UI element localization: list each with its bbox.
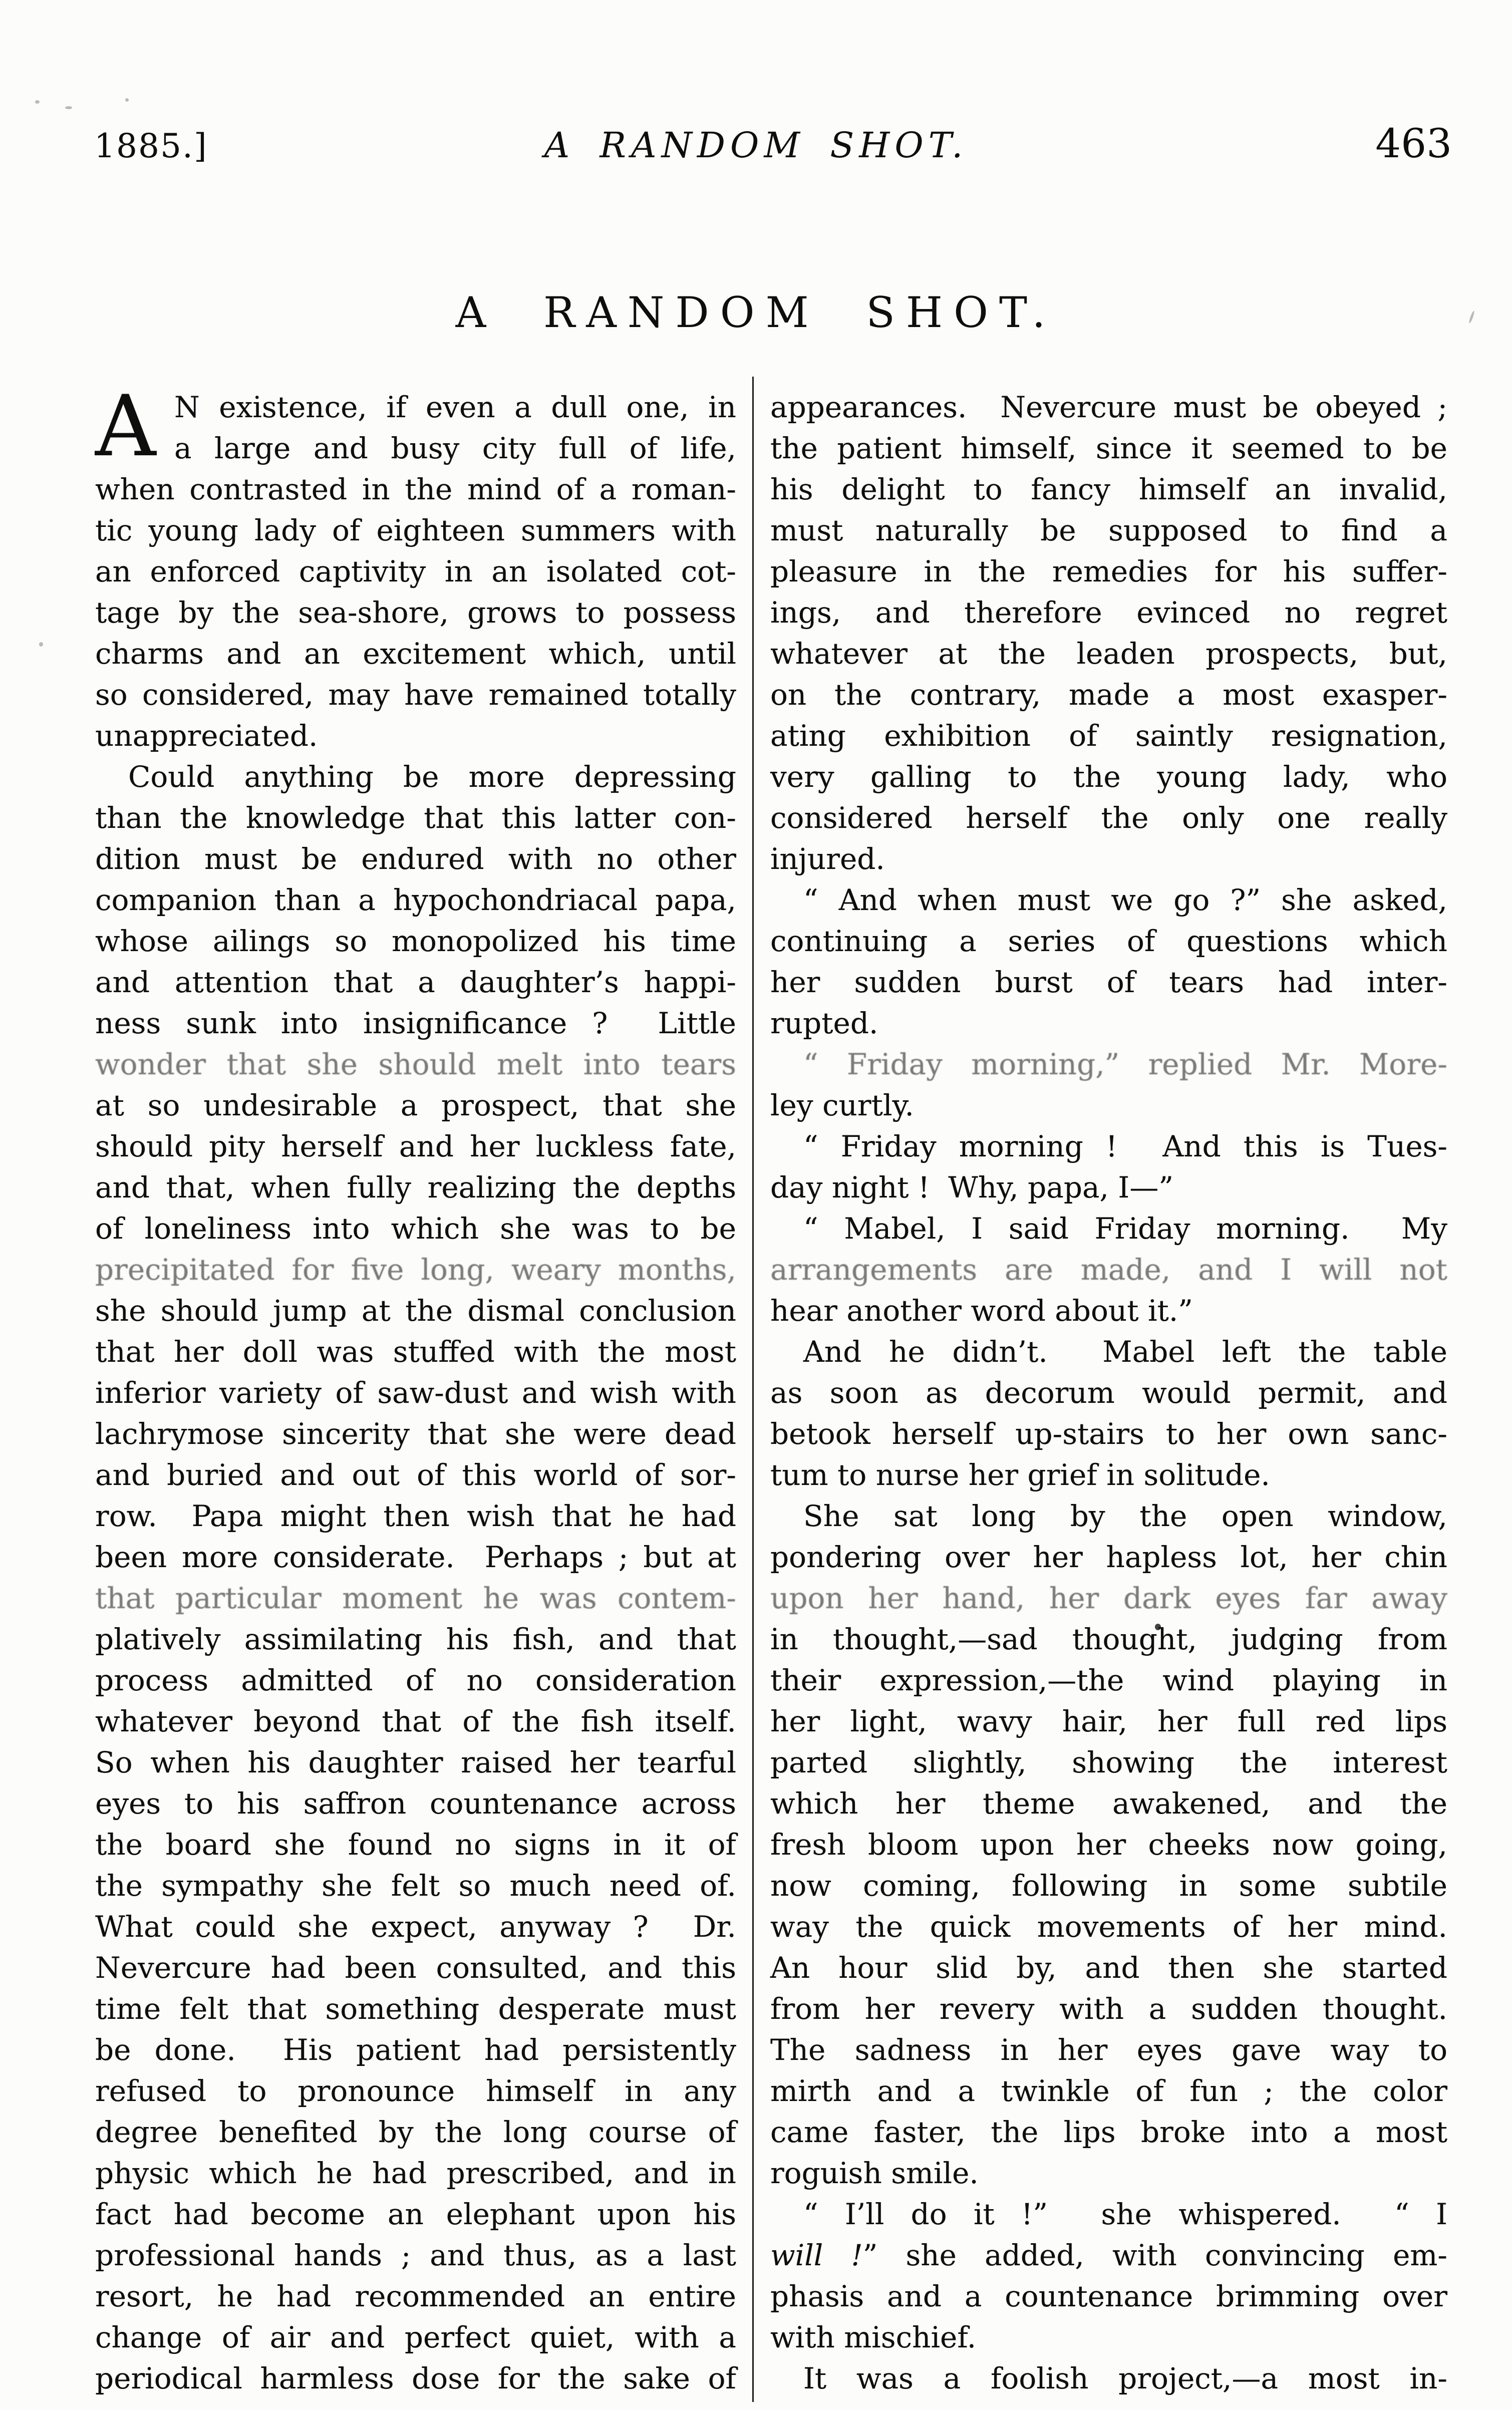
text-line: that her doll was stuffed with the most (95, 1335, 736, 1369)
header-running-title: A RANDOM SHOT. (544, 125, 968, 166)
text-line: way the quick movements of her mind. (770, 1910, 1447, 1944)
text-line: pleasure in the remedies for his suffer- (770, 554, 1447, 588)
text-line: as soon as decorum would permit, and (770, 1376, 1447, 1410)
column-left (95, 377, 736, 2399)
text-line: ating exhibition of saintly resignation, (770, 719, 1447, 753)
text-line: “ I’ll do it !” she whispered. “ I (803, 2197, 1447, 2231)
text-line: fact had become an elephant upon his (95, 2197, 736, 2231)
text-line: parted slightly, showing the interest (770, 1745, 1447, 1779)
text-line: she should jump at the dismal conclusion (95, 1294, 736, 1328)
text-line: time felt that something desperate must (95, 1992, 736, 2026)
text-line: which her theme awakened, and the (770, 1786, 1447, 1821)
column-right (770, 387, 1447, 2399)
text-line: his delight to fancy himself an invalid, (770, 472, 1447, 506)
text-line: their expression,—the wind playing in (770, 1663, 1447, 1697)
text-line: very galling to the young lady, who (770, 760, 1447, 794)
scan-speck (35, 100, 40, 104)
text-line: when contrasted in the mind of a roman- (95, 472, 736, 506)
text-line: resort, he had recommended an entire (95, 2279, 736, 2313)
text-line: ness sunk into insignificance ? Little (95, 1006, 736, 1040)
scan-speck (125, 98, 129, 102)
text-line: at so undesirable a prospect, that she (95, 1088, 736, 1122)
text-line: phasis and a countenance brimming over (770, 2279, 1447, 2313)
text-line: What could she expect, anyway ? Dr. (95, 1910, 736, 1944)
text-line: “ And when must we go ?” she asked, (803, 883, 1447, 917)
text-line: injured. (770, 842, 885, 876)
text-line: that particular moment he was contem- (95, 1581, 736, 1615)
text-line: Could anything be more depressing (128, 760, 736, 794)
text-line: unappreciated. (95, 719, 318, 753)
scan-speck (39, 642, 43, 647)
text-line: a large and busy city full of life, (174, 431, 736, 465)
text-line: It was a foolish project,—a most in- (803, 2361, 1447, 2395)
text-line: considered herself the only one really (770, 801, 1447, 835)
text-line: “ Friday morning ! And this is Tues- (803, 1129, 1447, 1163)
article-title: A RANDOM SHOT. (455, 288, 1057, 337)
text-line: appearances. Nevercure must be obeyed ; (770, 390, 1447, 424)
column-divider (752, 377, 754, 2402)
text-line: row. Papa might then wish that he had (95, 1499, 736, 1533)
text-line: And he didn’t. Mabel left the table (803, 1335, 1447, 1369)
text-line: process admitted of no consideration (95, 1663, 736, 1697)
text-line: tic young lady of eighteen summers with (95, 513, 736, 547)
text-line: roguish smile. (770, 2156, 979, 2190)
text-line: hear another word about it.” (770, 1294, 1193, 1328)
text-line: than the knowledge that this latter con- (95, 801, 736, 835)
text-line: So when his daughter raised her tearful (95, 1745, 736, 1779)
header-year: 1885.] (94, 127, 208, 165)
text-line: be done. His patient had persistently (95, 2033, 736, 2067)
text-line: fresh bloom upon her cheeks now going, (770, 1828, 1447, 1862)
text-line: whose ailings so monopolized his time (95, 924, 736, 958)
text-line: charms and an excitement which, until (95, 637, 736, 671)
text-line: the board she found no signs in it of (95, 1828, 736, 1862)
text-line: betook herself up-stairs to her own sanc- (770, 1417, 1447, 1451)
text-line: ings, and therefore evinced no regret (770, 595, 1447, 630)
text-line: and that, when fully realizing the depths (95, 1170, 736, 1204)
text-line: day night ! Why, papa, I—” (770, 1170, 1173, 1204)
text-line: with mischief. (770, 2320, 977, 2354)
text-line: periodical harmless dose for the sake of (95, 2361, 736, 2395)
text-line: lachrymose sincerity that she were dead (95, 1417, 736, 1451)
text-line: the patient himself, since it seemed to be (770, 431, 1447, 465)
text-line: The sadness in her eyes gave way to (770, 2033, 1447, 2067)
header-page-number: 463 (1375, 120, 1452, 167)
text-line: tum to nurse her grief in solitude. (770, 1458, 1270, 1492)
text-line: upon her hand, her dark eyes far away (770, 1581, 1447, 1615)
text-line: inferior variety of saw-dust and wish with (95, 1376, 736, 1410)
text-line: whatever beyond that of the fish itself. (95, 1704, 736, 1738)
text-line: so considered, may have remained totally (95, 678, 736, 712)
text-line: ley curtly. (770, 1088, 914, 1122)
text-line: change of air and perfect quiet, with a (95, 2320, 736, 2354)
text-line: arrangements are made, and I will not (770, 1253, 1447, 1287)
text-line: whatever at the leaden prospects, but, (770, 637, 1447, 671)
text-line: should pity herself and her luckless fate, (95, 1129, 736, 1163)
text-line: her light, wavy hair, her full red lips (770, 1704, 1447, 1738)
text-line: came faster, the lips broke into a most (770, 2115, 1447, 2149)
text-line: on the contrary, made a most exasper- (770, 678, 1447, 712)
text-line: precipitated for five long, weary months, (95, 1253, 736, 1287)
text-line: and attention that a daughter’s happi- (95, 965, 736, 999)
text-line: physic which he had prescribed, and in (95, 2156, 736, 2190)
text-line: “ Friday morning,” replied Mr. More- (803, 1047, 1447, 1081)
text-line: degree benefited by the long course of (95, 2115, 736, 2149)
text-line: wonder that she should melt into tears (95, 1047, 736, 1081)
text-line: professional hands ; and thus, as a last (95, 2238, 736, 2272)
text-line: eyes to his saffron countenance across (95, 1786, 736, 1821)
text-line: and buried and out of this world of sor- (95, 1458, 736, 1492)
text-line: dition must be endured with no other (95, 842, 736, 876)
scan-speck (65, 106, 72, 109)
text-line: mirth and a twinkle of fun ; the color (770, 2074, 1447, 2108)
text-line: in thought,—sad thought, judging from (770, 1622, 1447, 1656)
text-line: the sympathy she felt so much need of. (95, 1869, 736, 1903)
text-line: an enforced captivity in an isolated cot- (95, 554, 736, 588)
text-line: been more considerate. Perhaps ; but at (95, 1540, 736, 1574)
text-line: N existence, if even a dull one, in (174, 390, 736, 424)
text-line: must naturally be supposed to find a (770, 513, 1447, 547)
text-line: pondering over her hapless lot, her chin (770, 1540, 1447, 1574)
text-line: “ Mabel, I said Friday morning. My (803, 1212, 1447, 1246)
text-line: now coming, following in some subtile (770, 1869, 1447, 1903)
dropcap-letter: A (95, 377, 156, 475)
text-line: from her revery with a sudden thought. (770, 1992, 1447, 2026)
text-line: will !” she added, with convincing em- (770, 2238, 1447, 2272)
text-line: continuing a series of questions which (770, 924, 1447, 958)
text-line: refused to pronounce himself in any (95, 2074, 736, 2108)
text-line: rupted. (770, 1006, 878, 1040)
text-line: companion than a hypochondriacal papa, (95, 883, 736, 917)
text-line: She sat long by the open window, (803, 1499, 1447, 1533)
text-line: Nevercure had been consulted, and this (95, 1951, 736, 1985)
text-line: tage by the sea-shore, grows to possess (95, 595, 736, 630)
text-line: An hour slid by, and then she started (770, 1951, 1447, 1985)
text-line: platively assimilating his fish, and that (95, 1622, 736, 1656)
text-line: of loneliness into which she was to be (95, 1212, 736, 1246)
text-line: her sudden burst of tears had inter- (770, 965, 1447, 999)
